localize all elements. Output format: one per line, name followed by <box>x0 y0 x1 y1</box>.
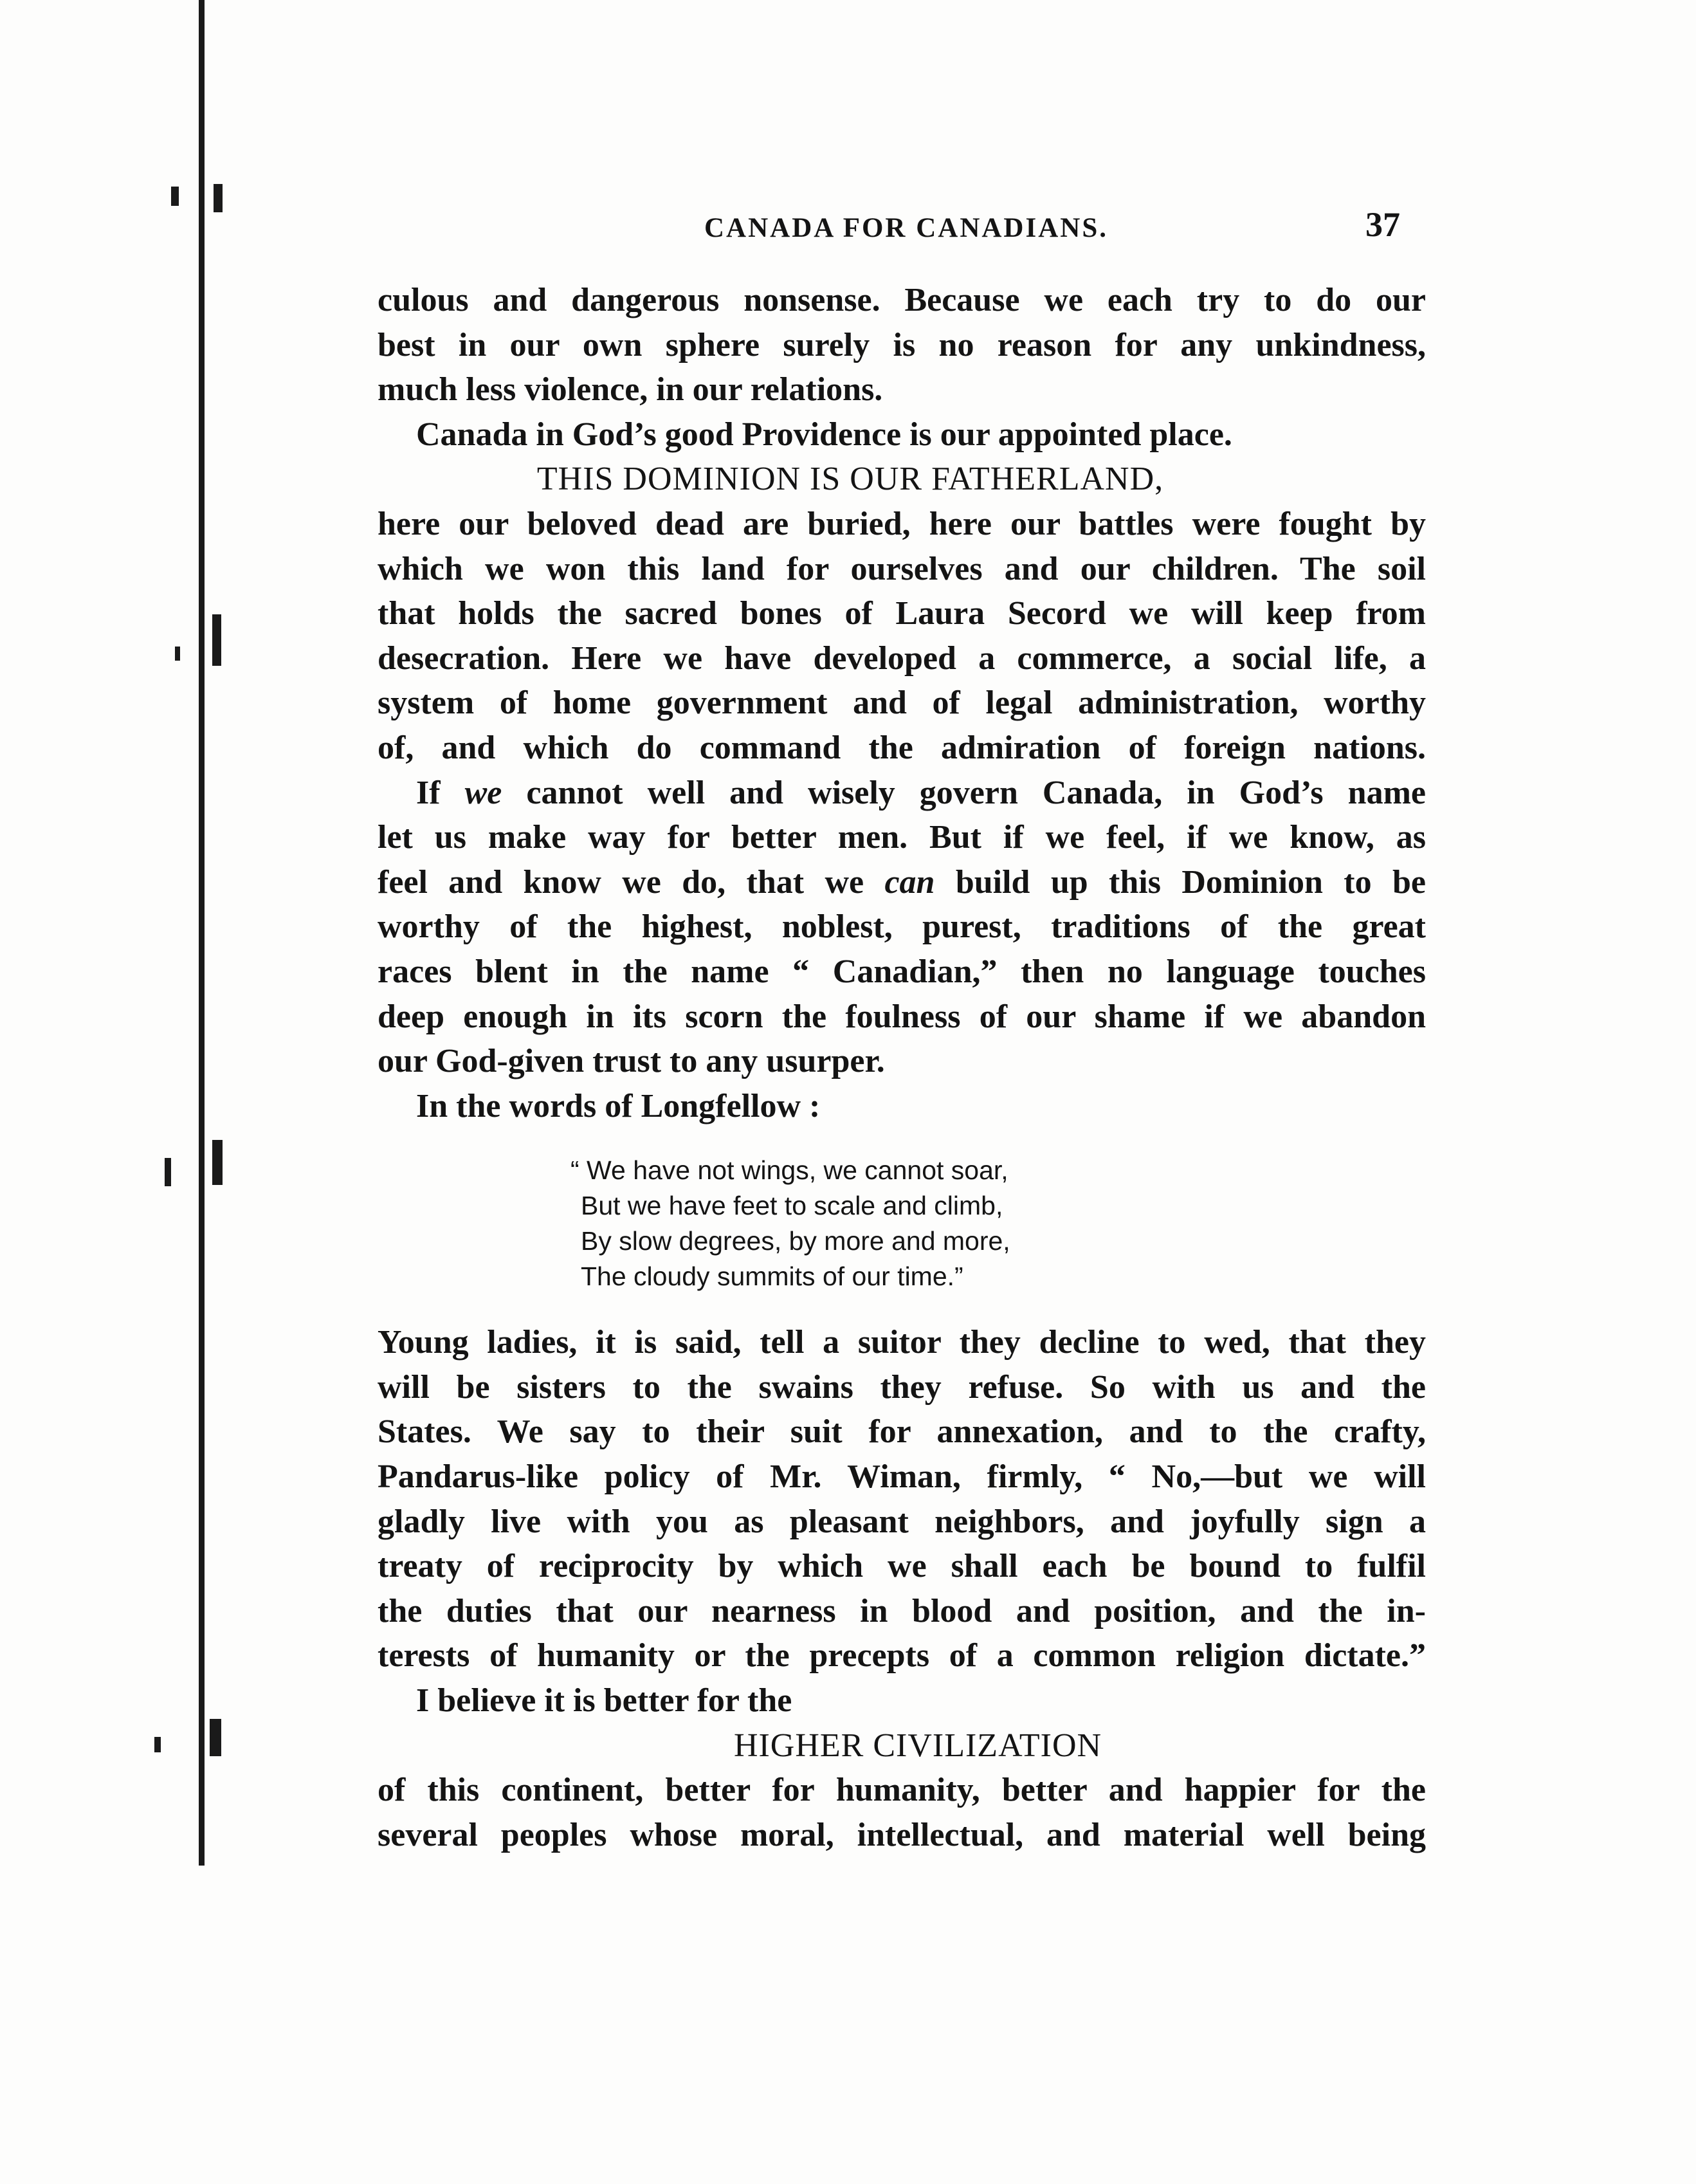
text-line: of this continent, better for humanity, better and happier for the <box>378 1772 1426 1809</box>
text-line: races blent in the name “ Canadian,” then no language touches <box>378 953 1426 990</box>
gutter-mark <box>165 1158 171 1186</box>
emphasis-word: we <box>464 774 502 811</box>
poem-line: “ We have not wings, we cannot soar, <box>570 1155 1008 1186</box>
text-line: treaty of reciprocity by which we shall each be bound to fulfil <box>378 1548 1426 1585</box>
text-line: I believe it is better for the <box>416 1682 792 1720</box>
text-line: the duties that our nearness in blood and position, and the in- <box>378 1592 1426 1629</box>
text-line: Young ladies, it is said, tell a suitor they decline to wed, that they <box>378 1324 1426 1361</box>
running-head: CANADA FOR CANADIANS. <box>704 213 1108 243</box>
poem-line: By slow degrees, by more and more, <box>581 1226 1010 1256</box>
text-line: desecration. Here we have developed a commerce, a social life, a <box>378 639 1426 677</box>
gutter-mark <box>212 1140 223 1185</box>
poem-quote <box>378 1153 1426 1294</box>
text-line: let us make way for better men. But if we feel, if we know, as <box>378 819 1426 856</box>
text-line: here our beloved dead are buried, here our battles were fought by <box>378 505 1426 542</box>
section-heading: THIS DOMINION IS OUR FATHERLAND, <box>536 461 1164 498</box>
text-line: Pandarus-like policy of Mr. Wiman, firmly, “ No,—but we will <box>378 1458 1426 1496</box>
poem-line: But we have feet to scale and climb, <box>581 1191 1003 1221</box>
text-segment: feel and know we do, that we <box>378 863 885 901</box>
text-line: gladly live with you as pleasant neighbors, and joyfully sign a <box>378 1503 1426 1540</box>
section-heading: HIGHER CIVILIZATION <box>733 1727 1102 1764</box>
gutter-mark <box>154 1737 161 1752</box>
poem-line: The cloudy summits of our time.” <box>581 1262 963 1292</box>
gutter-mark <box>210 1719 221 1756</box>
binding-gutter-line <box>199 0 205 1866</box>
text-segment: If <box>416 774 465 811</box>
text-line: Canada in God’s good Providence is our appointed place. <box>416 416 1232 453</box>
text-line: culous and dangerous nonsense. Because we each try to do our <box>378 282 1426 318</box>
emphasis-word: can <box>884 863 935 901</box>
gutter-mark <box>171 187 179 206</box>
gutter-mark <box>214 184 223 212</box>
text-line: deep enough in its scorn the foulness of our shame if we abandon <box>378 998 1426 1035</box>
text-line: terests of humanity or the precepts of a common religion dictate.” <box>378 1637 1426 1675</box>
text-line: worthy of the highest, noblest, purest, traditions of the great <box>378 908 1426 946</box>
gutter-mark <box>175 647 180 661</box>
text-segment: build up this Dominion to be <box>935 863 1426 901</box>
text-line: best in our own sphere surely is no reason for any unkindness, <box>378 326 1426 363</box>
text-line: will be sisters to the swains they refuse. So with us and the <box>378 1368 1426 1406</box>
text-line: system of home government and of legal administration, worthy <box>378 684 1426 722</box>
page-number: 37 <box>1365 205 1400 244</box>
body-text <box>378 278 1426 1857</box>
text-line: several peoples whose moral, intellectual, and material well being <box>378 1816 1426 1853</box>
text-line: our God-given trust to any usurper. <box>378 1043 885 1080</box>
text-line: In the words of Longfellow : <box>416 1087 821 1124</box>
text-line: States. We say to their suit for annexation, and to the crafty, <box>378 1413 1426 1451</box>
gutter-mark <box>212 614 221 666</box>
text-line: of, and which do command the admiration of foreign nations. <box>378 729 1426 766</box>
text-line: much less violence, in our relations. <box>378 371 883 408</box>
text-line <box>378 771 1426 816</box>
text-line <box>378 860 1426 905</box>
text-segment: cannot well and wisely govern Canada, in God’s name <box>502 774 1426 811</box>
text-line: which we won this land for ourselves and our children. The soil <box>378 550 1426 587</box>
text-line: that holds the sacred bones of Laura Secord we will keep from <box>378 595 1426 632</box>
